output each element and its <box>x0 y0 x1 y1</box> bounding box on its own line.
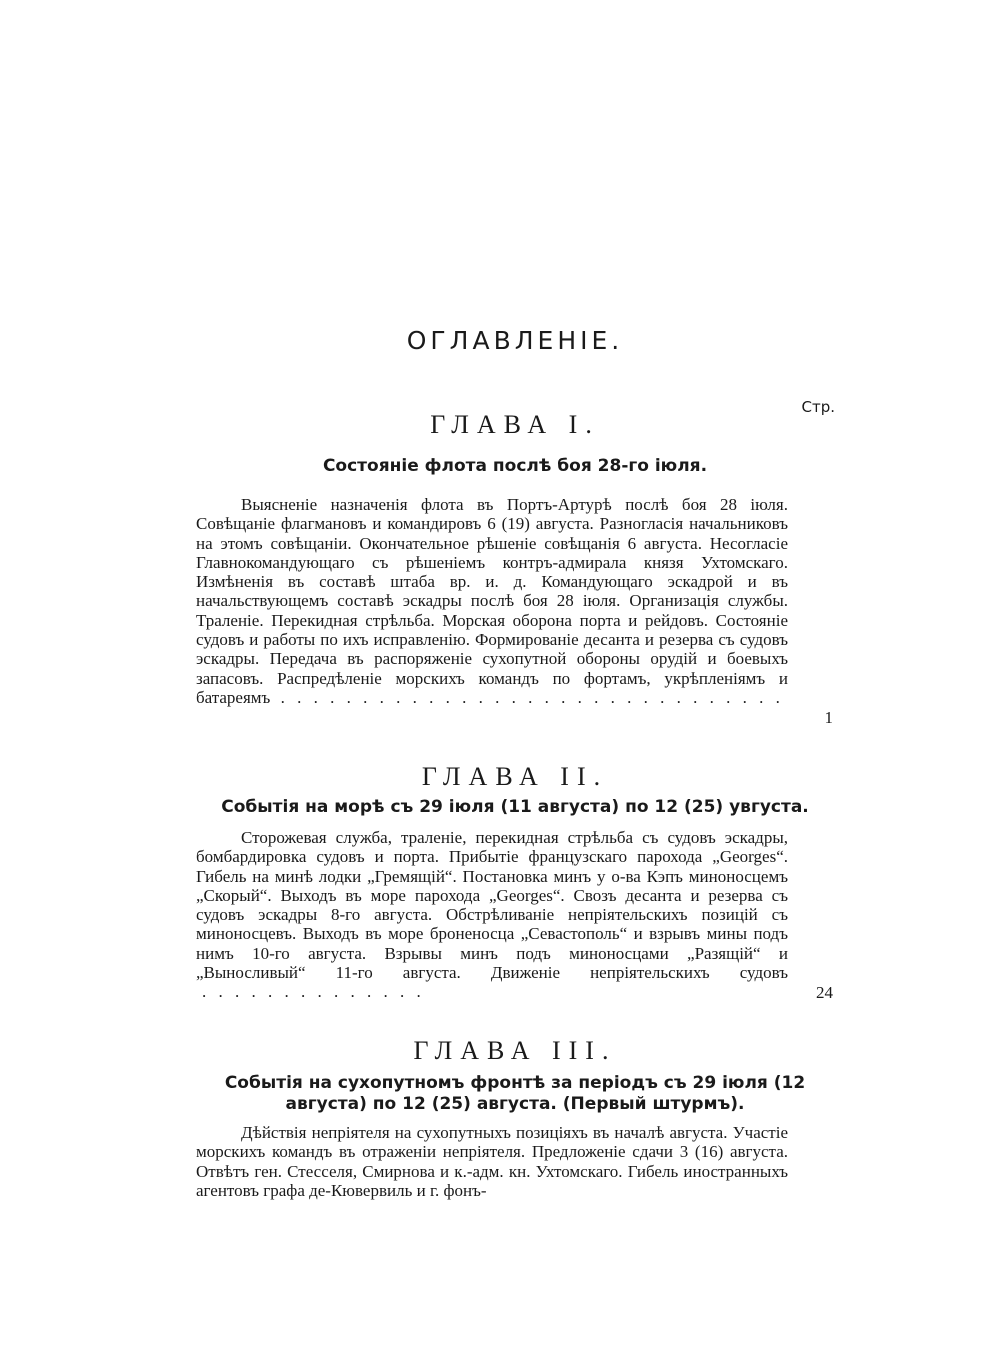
leader-dots: . . . . . . . . . . . . . . <box>202 982 425 1002</box>
chapter-3-text <box>196 1123 788 1200</box>
chapter-2-subtitle: Событія на морѣ съ 29 іюля (11 августа) по 12 (25) увгуста. <box>221 797 809 817</box>
chapter-1-heading: ГЛАВА I. <box>430 410 600 439</box>
page-title: ОГЛАВЛЕНІЕ. <box>406 326 624 355</box>
chapter-1-subtitle: Состояніе флота послѣ боя 28-го іюля. <box>322 456 708 476</box>
chapter-3-heading: ГЛАВА III. <box>413 1036 617 1065</box>
chapter-3-summary: Дѣйствія непріятеля на сухопутныхъ позиціяхъ въ началѣ августа. Участіе морскихъ командъ въ отраженіи непріятеля. Предложеніе сдачи 3 (16) августа. Отвѣтъ ген. Стесселя, Смирнова и к.-адм. кн. Ухтомскаго. Гибель иностранныхъ агентовъ графа де-Кювервиль и г. фонъ- <box>196 1123 788 1200</box>
chapter-1-text <box>196 495 788 707</box>
chapter-3-subtitle: Событія на сухопутномъ фронтѣ за періодъ съ 29 іюля (12 августа) по 12 (25) августа. (Первый штурмъ). <box>224 1073 806 1114</box>
leader-dots: . . . . . . . . . . . . . . . . . . . . . . . . . . . . . . . <box>280 687 784 707</box>
chapter-2-heading: ГЛАВА II. <box>421 762 609 791</box>
chapter-2-page: 24 <box>816 983 833 1002</box>
chapter-1-page: 1 <box>824 708 833 727</box>
chapter-2-summary: Сторожевая служба, траленіе, перекидная стрѣльба съ судовъ эскадры, бомбардировка судовъ и порта. Прибытіе французскаго парохода „Georges“. Гибель на минѣ лодки „Гремящій“. Постановка минъ у о-ва Кэпъ миноносцемъ „Скорый“. Выходъ въ море парохода „Georges“. Свозъ десанта и резерва съ судовъ эскадры 8-го августа. Обстрѣливаніе непріятельскихъ позицій съ миноносцевъ. Выходъ въ море броненосца „Севастополь“ и взрывъ мины подъ нимъ 10-го августа. Взрывы минъ подъ миноносцами „Разящій“ и „Выносливый“ 11-го августа. Движеніе непріятельскихъ судовъ <box>196 828 788 983</box>
chapter-2-text <box>196 828 788 1002</box>
chapter-1-summary: Выясненіе назначенія флота въ Портъ-Артурѣ послѣ боя 28 іюля. Совѣщаніе флагмановъ и командировъ 6 (19) августа. Разногласія начальниковъ на этомъ совѣщаніи. Окончательное рѣшеніе совѣщанія 6 августа. Несогласіе Главнокомандующаго съ рѣшеніемъ контръ-адмирала князя Ухтомскаго. Измѣненія въ составѣ штаба вр. и. д. Командующаго эскадрой и въ начальствующемъ составѣ эскадры послѣ боя 28 іюля. Организація службы. Траленіе. Перекидная стрѣльба. Морская оборона порта и рейдовъ. Состояніе судовъ и работы по ихъ исправленію. Формированіе десанта и резерва съ судовъ эскадры. Передача въ распоряженіе сухопутной обороны орудій и боевыхъ запасовъ. Распредѣленіе морскихъ командъ по фортамъ, укрѣпленіямъ и батареямъ <box>196 495 788 707</box>
page-column-label: Стр. <box>801 398 835 416</box>
